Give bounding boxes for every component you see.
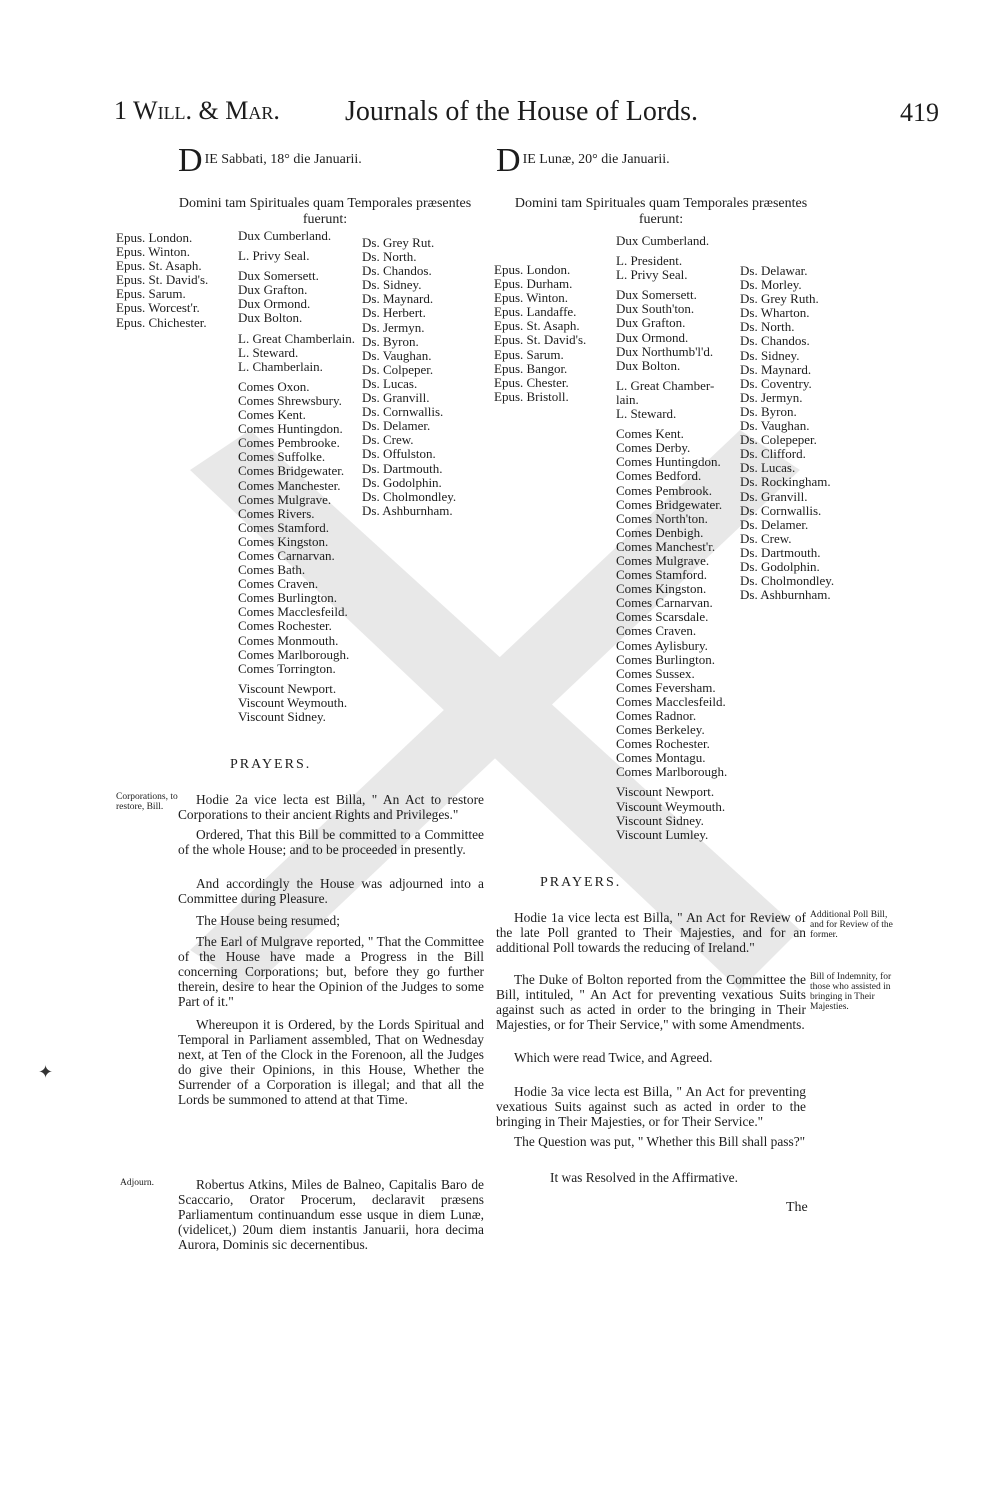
list-item: Ds. Sidney. (362, 277, 422, 293)
list-item: Ds. Crew. (740, 530, 792, 546)
right-para-3: Which were read Twice, and Agreed. (514, 1050, 713, 1065)
list-item: L. President. (616, 253, 683, 269)
list-item: Comes Suffolke. (238, 449, 326, 465)
list-item: Ds. Grey Rut. (362, 235, 435, 250)
left-para-7: Robertus Atkins, Miles de Balneo, Capitalis Baro de Scaccario, Orator Procerum, declaravit præsens Parliamentum continuandum esse usque in diem Lunæ, (videlicet,) 20um diem instantis Januarii, hora decima Aurora, Dominis sic decernentibus. (178, 1177, 484, 1253)
list-item: Comes Rivers. (238, 505, 315, 521)
right-prayers-heading: PRAYERS. (540, 875, 622, 890)
list-item: Ds. North. (740, 319, 795, 335)
list-item: Comes Carnarvan. (238, 547, 335, 563)
list-item: Comes Shrewsbury. (238, 392, 342, 408)
right-para-6: It was Resolved in the Affirmative. (550, 1170, 738, 1185)
list-item: Comes Montagu. (616, 750, 706, 766)
list-item: Dux South'ton. (616, 301, 695, 317)
list-item: Dux Grafton. (616, 315, 686, 331)
left-para-5: The Earl of Mulgrave reported, " That the Committee of the House have made a Progress in the Bill concerning Corporations; but, before they go further therein, desire to hear the Opinion of the Judges to some Part of it." (178, 934, 484, 1010)
list-item: Epus. Durham. (494, 276, 573, 292)
list-item: Ds. Cholmondley. (740, 573, 835, 589)
list-item: Ds. Granvill. (740, 488, 808, 504)
list-item: Comes North'ton. (616, 510, 708, 526)
list-item: Comes Craven. (238, 576, 319, 592)
catchword: The (786, 1200, 808, 1215)
margin-note-poll: Additional Poll Bill, and for Review of the former. (810, 910, 893, 940)
right-para-4: Hodie 3a vice lecta est Billa, " An Act for preventing vexatious Suits against such as acted in order to the bringing in Their Majesties, or for Their Service." (496, 1084, 806, 1130)
running-title: Journals of the House of Lords. (345, 96, 699, 127)
list-item: Comes Carnarvan. (616, 595, 713, 611)
list-item: Epus. St. Asaph. (116, 258, 202, 274)
list-item: Comes Sussex. (616, 665, 695, 681)
list-item: Ds. Cornwallis. (362, 404, 444, 420)
running-head-left: 1 Will. & Mar. (114, 96, 280, 125)
list-item: L. Steward. (238, 344, 299, 360)
list-item: Comes Derby. (616, 440, 691, 456)
list-item: Ds. Coventry. (740, 375, 812, 391)
list-item: Dux Ormond. (616, 329, 689, 345)
left-para-4: The House being resumed; (196, 913, 340, 928)
list-item: Ds. Godolphin. (362, 474, 442, 490)
list-item: Comes Kent. (616, 426, 684, 442)
list-item: Comes Macclesfeild. (616, 693, 726, 709)
list-item: Ds. Morley. (740, 277, 802, 293)
right-para-5: The Question was put, " Whether this Bill shall pass?" (514, 1134, 806, 1149)
list-item: L. Steward. (616, 406, 677, 422)
right-para-1: Hodie 1a vice lecta est Billa, " An Act for Review of the late Poll granted to Their Majesties, and for an additional Poll towards the reducing of Ireland." (496, 910, 806, 956)
list-item: Comes Berkeley. (616, 722, 705, 738)
list-item: Epus. Sarum. (116, 286, 186, 302)
list-item: Ds. Colpeper. (362, 361, 434, 377)
right-date (496, 144, 670, 178)
list-item: Dux Cumberland. (238, 228, 332, 243)
list-item: Epus. St. David's. (116, 272, 209, 288)
list-item: Comes Burlington. (238, 590, 337, 606)
list-item: Ds. Chandos. (362, 263, 432, 279)
list-item: Ds. Delamer. (362, 418, 431, 434)
right-para-2: The Duke of Bolton reported from the Committee the Bill, intituled, " An Act for preventing vexatious Suits against such as acted in order to the bringing in Their Majesties, or for Their Service," with some Amendments. (496, 972, 806, 1033)
list-item: Ds. Godolphin. (740, 558, 820, 574)
list-item: Comes Pembrooke. (238, 435, 340, 451)
list-item: Ds. Vaughan. (362, 347, 432, 363)
list-item: Epus. Sarum. (494, 346, 564, 362)
list-item: L. Great Chamberlain. (238, 330, 355, 346)
list-item: Ds. Wharton. (740, 305, 810, 321)
list-item: Ds. Cornwallis. (740, 502, 822, 518)
left-para-2: Ordered, That this Bill be committed to a Committee of the whole House; and to be proceeded in presently. (178, 827, 484, 858)
margin-note-corporations: Corporations, to restore, Bill. (116, 792, 178, 812)
list-item: Comes Huntingdon. (616, 454, 721, 470)
list-item: Dux Bolton. (616, 357, 681, 373)
right-dropcap: D (496, 142, 521, 179)
list-item: Ds. Colepeper. (740, 432, 817, 448)
list-item: Viscount Weymouth. (238, 694, 348, 710)
list-item: Epus. Bangor. (494, 360, 568, 376)
list-item: Epus. Landaffe. (494, 304, 577, 320)
list-item: Comes Bridgewater. (616, 496, 723, 512)
list-item: Comes Pembrook. (616, 482, 713, 498)
right-dukes-earls-column (616, 234, 727, 842)
list-item: Epus. Winton. (116, 244, 190, 260)
list-item: Dux Somersett. (616, 287, 697, 303)
list-item: Comes Mulgrave. (616, 552, 710, 568)
left-para-1: Hodie 2a vice lecta est Billa, " An Act to restore Corporations to their ancient Rights and Privileges." (178, 792, 484, 823)
list-item: Ds. Offulston. (362, 446, 436, 462)
list-item: Comes Feversham. (616, 679, 716, 695)
list-item: Comes Mulgrave. (238, 491, 332, 507)
list-item: Comes Stamford. (238, 519, 329, 535)
list-item: Viscount Sidney. (616, 812, 704, 828)
right-attendance-heading: Domini tam Spirituales quam Temporales præsentes fuerunt: (514, 196, 808, 227)
list-item: Ds. Clifford. (740, 446, 806, 462)
list-item: Ds. Vaughan. (740, 418, 810, 434)
list-item: Epus. Winton. (494, 290, 568, 306)
list-item: Ds. Delawar. (740, 263, 808, 278)
list-item: Ds. Ashburnham. (362, 502, 453, 518)
list-item: Ds. Cholmondley. (362, 488, 457, 504)
left-prayers-heading: PRAYERS. (230, 757, 312, 772)
left-dukes-earls-column (238, 229, 355, 724)
list-item: Epus. Bristoll. (494, 388, 569, 404)
list-item: Comes Rochester. (238, 618, 332, 634)
list-item: Ds. Lucas. (740, 460, 796, 476)
list-item: Ds. Byron. (740, 403, 797, 419)
list-item: Ds. Lucas. (362, 375, 418, 391)
list-item: L. Chamberlain. (238, 358, 323, 374)
list-item: Comes Marlborough. (238, 646, 350, 662)
list-item: Dux Ormond. (238, 296, 311, 312)
list-item: Epus. Chichester. (116, 314, 207, 330)
margin-note-indemnity: Bill of Indemnity, for those who assisted in bringing in Their Majesties. (810, 972, 892, 1012)
list-item: Comes Rochester. (616, 736, 710, 752)
list-item: Viscount Sidney. (238, 709, 326, 724)
list-item: Ds. Jermyn. (740, 389, 803, 405)
list-item: Dux Northumb'l'd. (616, 343, 714, 359)
list-item: Ds. Byron. (362, 333, 419, 349)
list-item: Comes Stamford. (616, 567, 707, 583)
list-item: Ds. Ashburnham. (740, 587, 831, 603)
list-item: Comes Oxon. (238, 378, 310, 394)
list-item: Viscount Weymouth. (616, 798, 726, 814)
list-item: Comes Burlington. (616, 651, 715, 667)
list-item: Comes Denbigh. (616, 524, 704, 540)
list-item: Comes Marlborough. (616, 764, 728, 780)
right-barons-column (740, 264, 834, 602)
list-item: Viscount Newport. (616, 784, 715, 800)
list-item: Ds. Dartmouth. (740, 544, 821, 560)
list-item: Comes Kingston. (238, 533, 329, 549)
left-para-3: And accordingly the House was adjourned into a Committee during Pleasure. (178, 876, 484, 907)
list-item: Ds. Dartmouth. (362, 460, 443, 476)
list-item: Comes Bridgewater. (238, 463, 345, 479)
right-bishops-column (494, 263, 586, 404)
left-para-6: Whereupon it is Ordered, by the Lords Spiritual and Temporal in Parliament assembled, That on Wednesday next, at Ten of the Clock in the Forenoon, all the Judges do give their Opinions, in this House, Whether the Surrender of a Corporation is illegal; and that all the Lords be summoned to attend at that Time. (178, 1017, 484, 1108)
right-date-text: IE Lunæ, 20° die Januarii. (522, 152, 670, 167)
list-item: Epus. Chester. (494, 374, 569, 390)
list-item: Viscount Lumley. (616, 826, 709, 842)
ink-blemish-icon: ✦ (38, 1062, 54, 1082)
left-date-text: IE Sabbati, 18° die Januarii. (204, 152, 362, 167)
list-item: Ds. Chandos. (740, 333, 810, 349)
list-item: Ds. North. (362, 249, 417, 265)
list-item: Epus. London. (116, 230, 193, 245)
list-item: Epus. St. David's. (494, 332, 587, 348)
list-item: L. Privy Seal. (616, 267, 688, 283)
list-item: Comes Kent. (238, 407, 306, 423)
list-item: Comes Kingston. (616, 581, 707, 597)
list-item: Comes Bath. (238, 562, 306, 578)
page-number: 419 (900, 98, 939, 127)
list-item: Comes Craven. (616, 623, 697, 639)
margin-note-adjourn: Adjourn. (120, 1178, 155, 1188)
list-item: Ds. Granvill. (362, 390, 430, 406)
list-item: Comes Torrington. (238, 660, 336, 676)
list-item: Epus. Worcest'r. (116, 300, 200, 316)
list-item: Ds. Grey Ruth. (740, 291, 819, 307)
list-item: Comes Scarsdale. (616, 609, 709, 625)
left-bishops-column (116, 231, 208, 330)
list-item: Epus. St. Asaph. (494, 318, 580, 334)
list-item: Comes Macclesfeild. (238, 604, 348, 620)
list-item: Ds. Herbert. (362, 305, 426, 321)
list-item: L. Great Chamber- (616, 377, 715, 393)
list-item: Comes Manchest'r. (616, 538, 716, 554)
list-item: lain. (616, 391, 639, 407)
list-item: Ds. Crew. (362, 432, 414, 448)
left-barons-column (362, 236, 456, 518)
left-attendance-heading: Domini tam Spirituales quam Temporales præsentes fuerunt: (178, 196, 472, 227)
list-item: Ds. Sidney. (740, 347, 800, 363)
list-item: Ds. Jermyn. (362, 319, 425, 335)
list-item: Dux Cumberland. (616, 233, 710, 248)
list-item: Dux Somersett. (238, 268, 319, 284)
list-item: Viscount Newport. (238, 680, 337, 696)
list-item: Comes Monmouth. (238, 632, 339, 648)
list-item: Ds. Delamer. (740, 516, 809, 532)
list-item: Dux Grafton. (238, 282, 308, 298)
left-date (178, 144, 362, 178)
list-item: Comes Radnor. (616, 708, 697, 723)
list-item: Comes Manchester. (238, 477, 341, 493)
list-item: Comes Huntingdon. (238, 421, 343, 437)
list-item: Ds. Rockingham. (740, 474, 831, 490)
list-item: L. Privy Seal. (238, 248, 310, 264)
left-dropcap: D (178, 142, 203, 179)
list-item: Epus. London. (494, 262, 571, 277)
list-item: Ds. Maynard. (362, 291, 434, 307)
list-item: Comes Bedford. (616, 468, 702, 484)
list-item: Comes Aylisbury. (616, 637, 708, 653)
list-item: Ds. Maynard. (740, 361, 812, 377)
list-item: Dux Bolton. (238, 310, 303, 326)
